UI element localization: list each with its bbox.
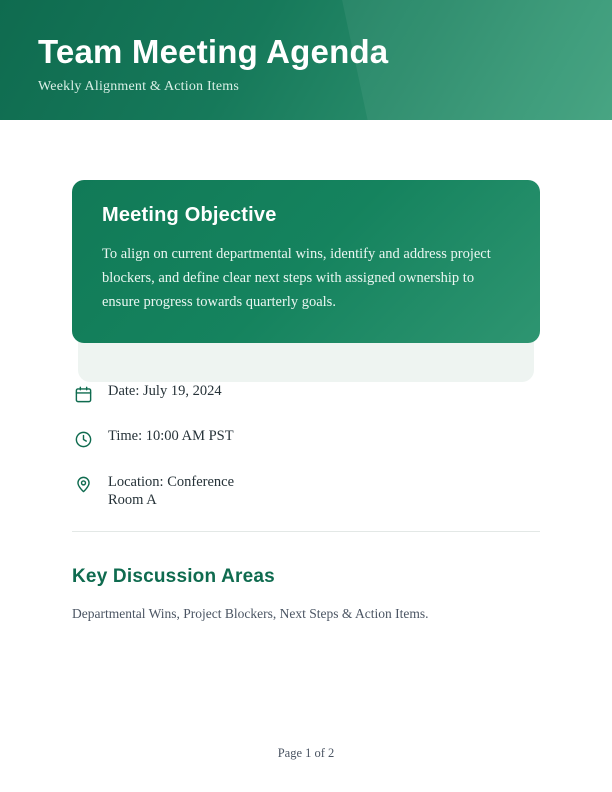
meta-location-text: Location: Conference Room A: [108, 473, 235, 508]
meta-date-text: Date: July 19, 2024: [108, 382, 222, 399]
document-body: [0, 180, 612, 624]
meta-row-date: [72, 383, 540, 406]
section-divider: [72, 531, 540, 532]
objective-card-wrapper: [72, 180, 540, 343]
meeting-objective-card: [72, 180, 540, 343]
page-title: Team Meeting Agenda: [38, 33, 389, 70]
page-number-label: Page 1 of 2: [277, 746, 335, 760]
location-pin-icon: [72, 474, 94, 496]
meeting-details-list: [72, 383, 540, 509]
discussion-text: Departmental Wins, Project Blockers, Next Steps & Action Items.: [72, 606, 429, 622]
clock-icon: [72, 429, 94, 451]
discussion-title: Key Discussion Areas: [72, 566, 275, 588]
meta-row-time: [72, 428, 540, 451]
meta-row-location: [72, 473, 540, 509]
page-subtitle: Weekly Alignment & Action Items: [38, 79, 240, 95]
document-footer: [0, 744, 612, 762]
document-header: [0, 0, 612, 120]
key-discussion-section: [72, 566, 540, 624]
header-content: [38, 34, 582, 95]
objective-text: To align on current departmental wins, identify and address project blockers, and define clear next steps with assigned ownership to ensure progress towards quarterly goals.: [102, 246, 491, 310]
objective-title: Meeting Objective: [102, 204, 277, 226]
calendar-icon: [72, 384, 94, 406]
meta-time-text: Time: 10:00 AM PST: [108, 427, 234, 444]
